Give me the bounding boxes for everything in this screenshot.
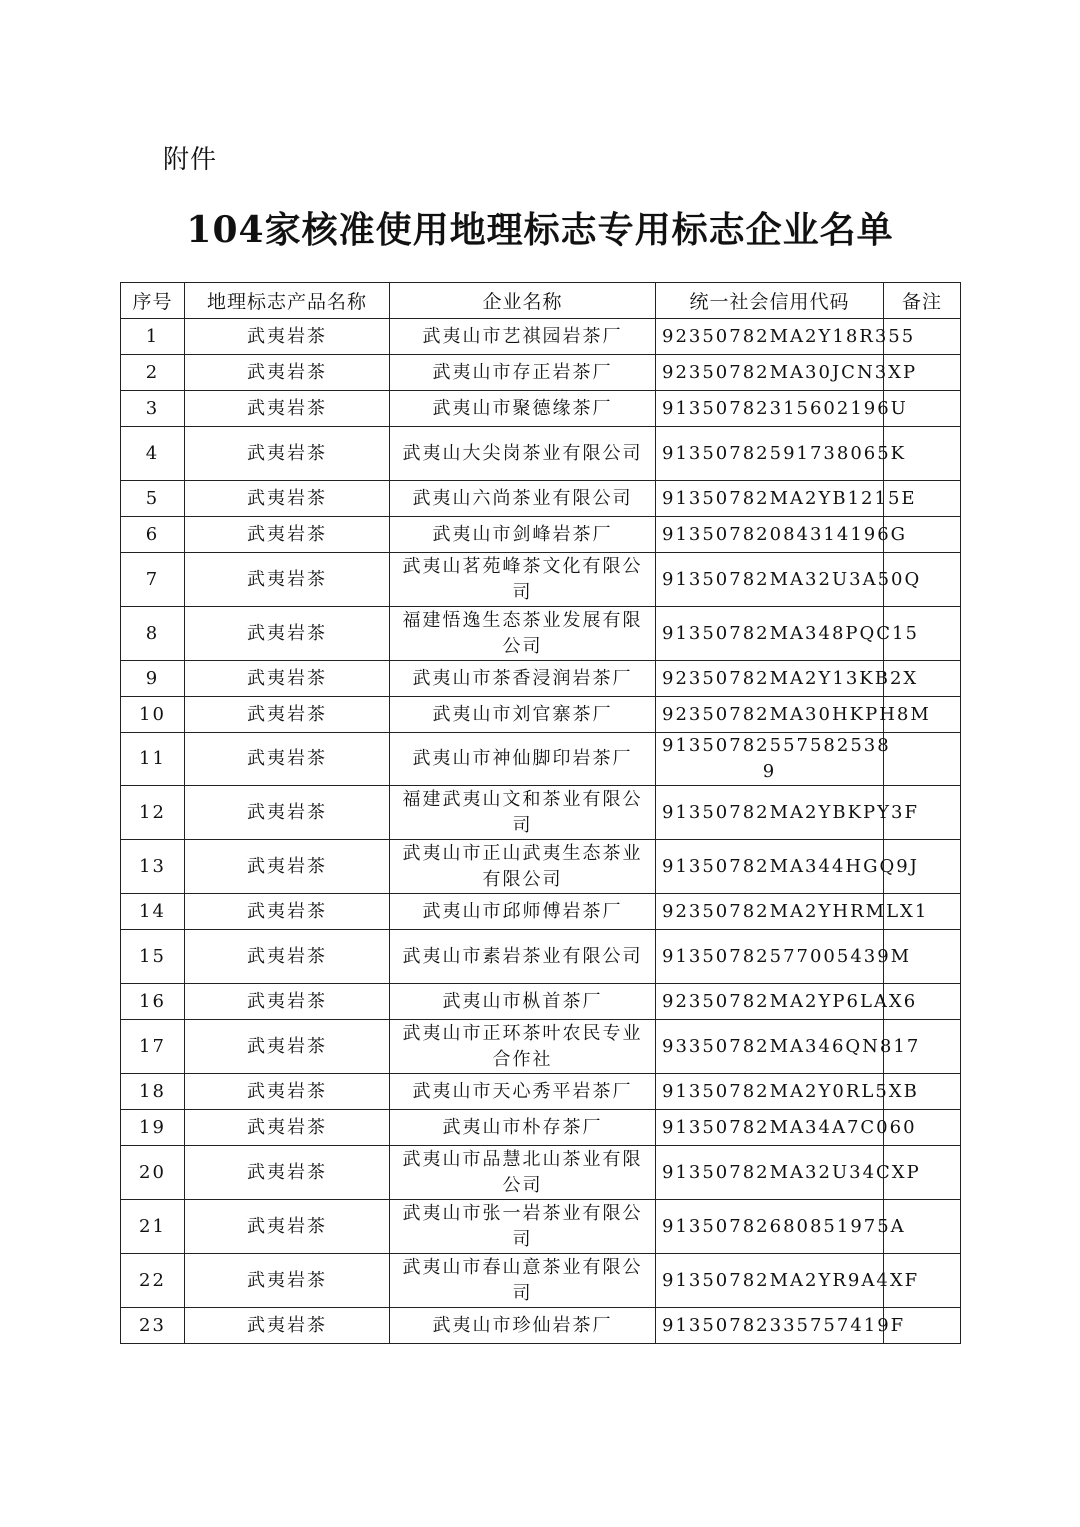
table-row: [121, 1308, 961, 1344]
header-note: 备注: [884, 283, 961, 319]
cell-company: 武夷山市张一岩茶业有限公司: [390, 1200, 656, 1254]
cell-credit-code: 91350782084314196G: [656, 517, 884, 553]
cell-index: 7: [121, 553, 185, 607]
cell-product: 武夷岩茶: [185, 391, 390, 427]
cell-index: 11: [121, 733, 185, 786]
cell-company: 福建悟逸生态茶业发展有限公司: [390, 607, 656, 661]
table-row: [121, 1110, 961, 1146]
cell-index: 22: [121, 1254, 185, 1308]
cell-credit-code: 93350782MA346QN817: [656, 1020, 884, 1074]
cell-company: 武夷山市枞首茶厂: [390, 984, 656, 1020]
cell-credit-code: 91350782680851975A: [656, 1200, 884, 1254]
cell-product: 武夷岩茶: [185, 930, 390, 984]
cell-index: 10: [121, 697, 185, 733]
cell-credit-code: 91350782MA32U34CXP: [656, 1146, 884, 1200]
cell-index: 13: [121, 840, 185, 894]
cell-product: 武夷岩茶: [185, 427, 390, 481]
cell-credit-code: 92350782MA30JCN3XP: [656, 355, 884, 391]
cell-product: 武夷岩茶: [185, 786, 390, 840]
cell-index: 14: [121, 894, 185, 930]
header-company: 企业名称: [390, 283, 656, 319]
cell-index: 19: [121, 1110, 185, 1146]
cell-index: 16: [121, 984, 185, 1020]
cell-product: 武夷岩茶: [185, 1020, 390, 1074]
cell-credit-code: 91350782MA344HGQ9J: [656, 840, 884, 894]
cell-product: 武夷岩茶: [185, 553, 390, 607]
cell-company: 武夷山市素岩茶业有限公司: [390, 930, 656, 984]
page-title: 104家核准使用地理标志专用标志企业名单: [186, 209, 894, 251]
cell-credit-code: 91350782335757419F: [656, 1308, 884, 1344]
table-row: [121, 1254, 961, 1308]
cell-index: 23: [121, 1308, 185, 1344]
table-row: [121, 1020, 961, 1074]
cell-product: 武夷岩茶: [185, 1254, 390, 1308]
cell-company: 武夷山市艺祺园岩茶厂: [390, 319, 656, 355]
cell-company: 武夷山市朴存茶厂: [390, 1110, 656, 1146]
table-row: [121, 984, 961, 1020]
cell-company: 武夷山六尚茶业有限公司: [390, 481, 656, 517]
table-row: [121, 553, 961, 607]
cell-company: 武夷山大尖岗茶业有限公司: [390, 427, 656, 481]
cell-product: 武夷岩茶: [185, 697, 390, 733]
cell-company: 武夷山市珍仙岩茶厂: [390, 1308, 656, 1344]
cell-index: 20: [121, 1146, 185, 1200]
cell-company: 武夷山市茶香浸润岩茶厂: [390, 661, 656, 697]
cell-credit-code: 91350782591738065K: [656, 427, 884, 481]
table-row: [121, 1074, 961, 1110]
cell-company: 武夷山市春山意茶业有限公司: [390, 1254, 656, 1308]
cell-credit-code: 91350782MA2YR9A4XF: [656, 1254, 884, 1308]
table-row: [121, 733, 961, 786]
cell-credit-code: 91350782MA2YBKPY3F: [656, 786, 884, 840]
cell-index: 21: [121, 1200, 185, 1254]
cell-company: 福建武夷山文和茶业有限公司: [390, 786, 656, 840]
cell-index: 6: [121, 517, 185, 553]
cell-index: 8: [121, 607, 185, 661]
cell-credit-code: 91350782MA2Y0RL5XB: [656, 1074, 884, 1110]
cell-company: 武夷山市剑峰岩茶厂: [390, 517, 656, 553]
cell-company: 武夷山市正环茶叶农民专业合作社: [390, 1020, 656, 1074]
table-row: [121, 840, 961, 894]
cell-product: 武夷岩茶: [185, 1110, 390, 1146]
cell-product: 武夷岩茶: [185, 1074, 390, 1110]
cell-index: 1: [121, 319, 185, 355]
table-row: [121, 894, 961, 930]
cell-product: 武夷岩茶: [185, 517, 390, 553]
cell-credit-code: 92350782MA2YP6LAX6: [656, 984, 884, 1020]
cell-product: 武夷岩茶: [185, 894, 390, 930]
cell-credit-code: 91350782315602196U: [656, 391, 884, 427]
enterprise-table: [120, 282, 961, 1344]
table-row: [121, 786, 961, 840]
cell-company: 武夷山市刘官寨茶厂: [390, 697, 656, 733]
cell-product: 武夷岩茶: [185, 733, 390, 786]
table-row: [121, 427, 961, 481]
cell-credit-code: 91350782557582538 9: [656, 733, 884, 786]
cell-company: 武夷山茗苑峰茶文化有限公司: [390, 553, 656, 607]
cell-index: 15: [121, 930, 185, 984]
cell-company: 武夷山市聚德缘茶厂: [390, 391, 656, 427]
table-row: [121, 1200, 961, 1254]
cell-product: 武夷岩茶: [185, 481, 390, 517]
table-row: [121, 481, 961, 517]
cell-index: 18: [121, 1074, 185, 1110]
cell-credit-code: 91350782MA2YB1215E: [656, 481, 884, 517]
table-row: [121, 697, 961, 733]
cell-company: 武夷山市邱师傅岩茶厂: [390, 894, 656, 930]
attachment-label: 附件: [163, 145, 218, 175]
header-product: 地理标志产品名称: [185, 283, 390, 319]
table-row: [121, 319, 961, 355]
cell-credit-code: 92350782MA2Y18R355: [656, 319, 884, 355]
header-index: 序号: [121, 283, 185, 319]
cell-credit-code: 92350782MA2YHRMLX1: [656, 894, 884, 930]
header-credit-code: 统一社会信用代码: [656, 283, 884, 319]
cell-credit-code: 91350782MA32U3A50Q: [656, 553, 884, 607]
cell-credit-code: 92350782MA2Y13KB2X: [656, 661, 884, 697]
cell-index: 9: [121, 661, 185, 697]
cell-product: 武夷岩茶: [185, 319, 390, 355]
cell-product: 武夷岩茶: [185, 1200, 390, 1254]
cell-index: 12: [121, 786, 185, 840]
table-row: [121, 355, 961, 391]
cell-credit-code: 91350782MA348PQC15: [656, 607, 884, 661]
cell-product: 武夷岩茶: [185, 984, 390, 1020]
table-row: [121, 391, 961, 427]
cell-product: 武夷岩茶: [185, 840, 390, 894]
cell-credit-code: 92350782MA30HKPH8M: [656, 697, 884, 733]
table-row: [121, 517, 961, 553]
cell-product: 武夷岩茶: [185, 1146, 390, 1200]
table-row: [121, 607, 961, 661]
cell-product: 武夷岩茶: [185, 355, 390, 391]
cell-credit-code: 91350782MA34A7C060: [656, 1110, 884, 1146]
cell-company: 武夷山市神仙脚印岩茶厂: [390, 733, 656, 786]
table-header-row: [121, 283, 961, 319]
cell-product: 武夷岩茶: [185, 607, 390, 661]
cell-index: 5: [121, 481, 185, 517]
cell-product: 武夷岩茶: [185, 1308, 390, 1344]
cell-credit-code: 91350782577005439M: [656, 930, 884, 984]
cell-company: 武夷山市品慧北山茶业有限公司: [390, 1146, 656, 1200]
table-body: [121, 319, 961, 1344]
cell-index: 4: [121, 427, 185, 481]
table-row: [121, 661, 961, 697]
cell-product: 武夷岩茶: [185, 661, 390, 697]
cell-note: [884, 733, 961, 786]
table-row: [121, 930, 961, 984]
cell-index: 17: [121, 1020, 185, 1074]
cell-index: 3: [121, 391, 185, 427]
cell-company: 武夷山市正山武夷生态茶业有限公司: [390, 840, 656, 894]
table-row: [121, 1146, 961, 1200]
cell-company: 武夷山市天心秀平岩茶厂: [390, 1074, 656, 1110]
cell-index: 2: [121, 355, 185, 391]
cell-company: 武夷山市存正岩茶厂: [390, 355, 656, 391]
